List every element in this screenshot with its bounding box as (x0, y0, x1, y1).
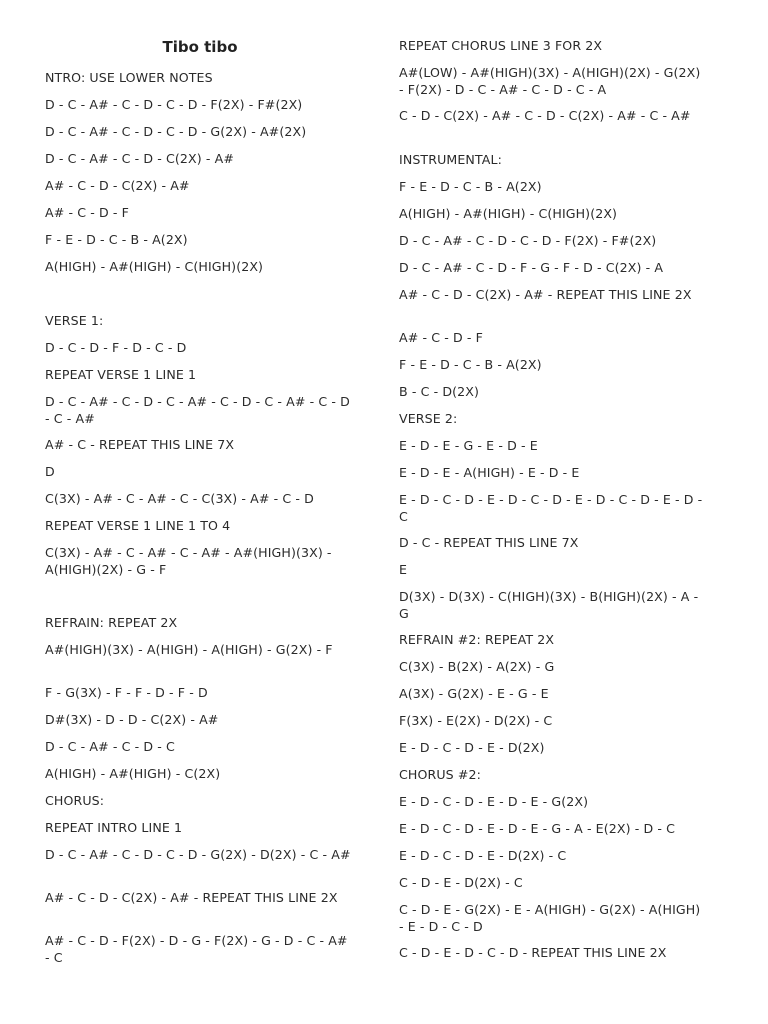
text-line: D - C - REPEAT THIS LINE 7X (399, 535, 579, 550)
section-heading: REFRAIN: REPEAT 2X (45, 615, 178, 630)
text-line: REPEAT CHORUS LINE 3 FOR 2X (399, 38, 603, 53)
text-line: F - E - D - C - B - A(2X) (399, 357, 542, 372)
text-line: A# - C - D - F(2X) - D - G - F(2X) - G - D - C - A# - C (45, 933, 348, 965)
text-line: C - D - C(2X) - A# - C - D - C(2X) - A# - C - A# (399, 108, 691, 123)
text-line: E (399, 562, 408, 577)
text-line: D(3X) - D(3X) - C(HIGH)(3X) - B(HIGH)(2X) - A - G (399, 589, 699, 621)
text-line: F(3X) - E(2X) - D(2X) - C (399, 713, 553, 728)
text-line: A# - C - D - C(2X) - A# (45, 178, 190, 193)
text-line: C - D - E - D - C - D - REPEAT THIS LINE 2X (399, 945, 667, 960)
text-line: D - C - A# - C - D - C - D - G(2X) - D(2X) - C - A# (45, 847, 351, 862)
section-heading: CHORUS #2: (399, 767, 481, 782)
text-line: REPEAT VERSE 1 LINE 1 (45, 367, 197, 382)
text-line: NTRO: USE LOWER NOTES (45, 70, 213, 85)
text-line: A# - C - D - C(2X) - A# - REPEAT THIS LINE 2X (399, 287, 692, 302)
text-line: E - D - C - D - E - D(2X) (399, 740, 545, 755)
text-line: F - E - D - C - B - A(2X) (399, 179, 542, 194)
section-heading: CHORUS: (45, 793, 105, 808)
text-line: C - D - E - G(2X) - E - A(HIGH) - G(2X) - A(HIGH) - E - D - C - D (399, 902, 701, 934)
text-line: A(HIGH) - A#(HIGH) - C(HIGH)(2X) (45, 259, 264, 274)
text-line: A(HIGH) - A#(HIGH) - C(2X) (45, 766, 221, 781)
text-line: D - C - A# - C - D - C - D - F(2X) - F#(2X) (399, 233, 657, 248)
text-line: D - C - A# - C - D - C - D - F(2X) - F#(2X) (45, 97, 303, 112)
text-line: A# - C - D - C(2X) - A# - REPEAT THIS LINE 2X (45, 890, 338, 905)
text-line: A#(HIGH)(3X) - A(HIGH) - A(HIGH) - G(2X) - F (45, 642, 333, 657)
text-line: D (45, 464, 55, 479)
section-heading: INSTRUMENTAL: (399, 152, 502, 167)
text-line: F - G(3X) - F - F - D - F - D (45, 685, 208, 700)
text-line: E - D - E - A(HIGH) - E - D - E (399, 465, 580, 480)
text-line: E - D - C - D - E - D - E - G - A - E(2X) - D - C (399, 821, 676, 836)
text-line: A#(LOW) - A#(HIGH)(3X) - A(HIGH)(2X) - G(2X) - F(2X) - D - C - A# - C - D - C - A (399, 65, 701, 97)
text-line: D - C - D - F - D - C - D (45, 340, 187, 355)
text-line: F - E - D - C - B - A(2X) (45, 232, 188, 247)
text-line: A(3X) - G(2X) - E - G - E (399, 686, 549, 701)
text-line: REPEAT VERSE 1 LINE 1 TO 4 (45, 518, 231, 533)
text-line: E - D - C - D - E - D - E - G(2X) (399, 794, 589, 809)
text-line: D - C - A# - C - D - C - A# - C - D - C - A# - C - D - C - A# (45, 394, 350, 426)
section-heading: VERSE 1: (45, 313, 104, 328)
text-line: C(3X) - B(2X) - A(2X) - G (399, 659, 555, 674)
text-line: D - C - A# - C - D - F - G - F - D - C(2X) - A (399, 260, 664, 275)
text-line: E - D - C - D - E - D(2X) - C (399, 848, 567, 863)
text-line: E - D - E - G - E - D - E (399, 438, 538, 453)
text-line: C(3X) - A# - C - A# - C - C(3X) - A# - C - D (45, 491, 314, 506)
text-line: D - C - A# - C - D - C - D - G(2X) - A#(2X) (45, 124, 307, 139)
section-heading: VERSE 2: (399, 411, 458, 426)
text-line: A# - C - D - F (399, 330, 483, 345)
text-line: REPEAT INTRO LINE 1 (45, 820, 183, 835)
text-line: A# - C - D - F (45, 205, 129, 220)
text-line: B - C - D(2X) (399, 384, 479, 399)
text-line: D - C - A# - C - D - C(2X) - A# (45, 151, 234, 166)
text-line: D - C - A# - C - D - C (45, 739, 175, 754)
text-line: A# - C - REPEAT THIS LINE 7X (45, 437, 235, 452)
text-line: C - D - E - D(2X) - C (399, 875, 523, 890)
text-line: D#(3X) - D - D - C(2X) - A# (45, 712, 219, 727)
text-line: A(HIGH) - A#(HIGH) - C(HIGH)(2X) (399, 206, 618, 221)
text-line: E - D - C - D - E - D - C - D - E - D - C - D - E - D - C (399, 492, 703, 524)
document-title: Tibo tibo (162, 38, 238, 56)
text-line: C(3X) - A# - C - A# - C - A# - A#(HIGH)(3X) - A(HIGH)(2X) - G - F (45, 545, 332, 577)
section-heading: REFRAIN #2: REPEAT 2X (399, 632, 555, 647)
